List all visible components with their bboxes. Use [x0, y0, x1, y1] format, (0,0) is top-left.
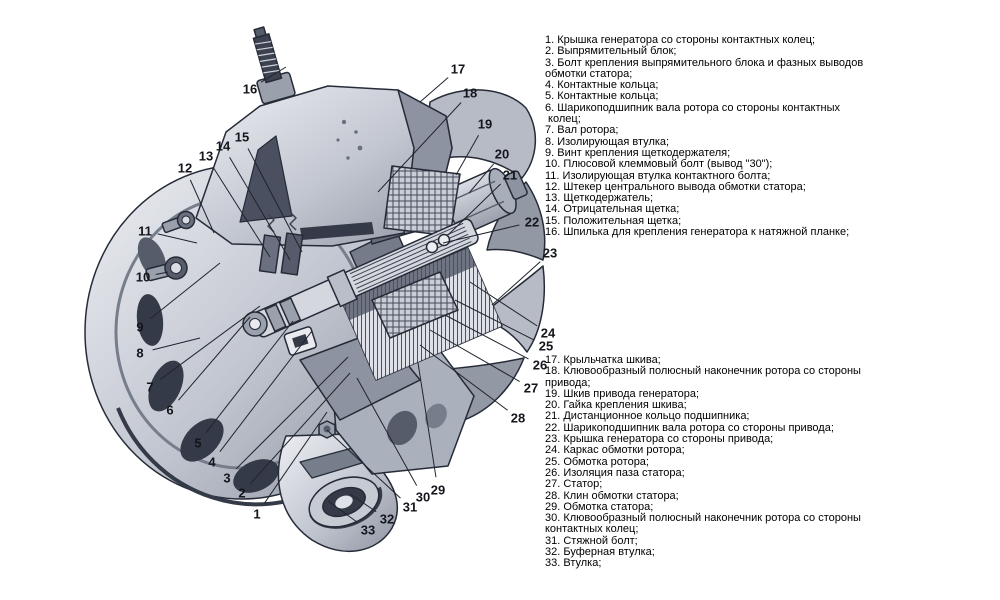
callout-number-3: 3 [223, 470, 231, 486]
legend-top-line-16: 14. Отрицательная щетка; [545, 203, 680, 216]
callout-number-32: 32 [379, 511, 395, 527]
legend-bottom-line-4: 19. Шкив привода генератора; [545, 387, 700, 400]
callout-number-8: 8 [136, 345, 144, 361]
callout-number-33: 33 [360, 522, 376, 538]
callout-number-10: 10 [135, 269, 151, 285]
callout-number-27: 27 [523, 380, 539, 396]
legend-bottom-line-11: 26. Изоляция паза статора; [545, 466, 685, 479]
legend-bottom-line-12: 27. Статор; [545, 478, 603, 491]
legend-bottom-line-10: 25. Обмотка ротора; [545, 455, 649, 468]
callout-number-16: 16 [242, 81, 258, 97]
legend-top-line-4: обмотки статора; [545, 67, 633, 80]
callout-number-20: 20 [494, 146, 510, 162]
callout-number-4: 4 [208, 454, 216, 470]
legend-bottom-line-16: контактных колец; [545, 523, 639, 536]
callout-number-28: 28 [510, 410, 526, 426]
callout-number-26: 26 [532, 357, 548, 373]
legend-bottom-line-6: 21. Дистанционное кольцо подшипника; [545, 410, 750, 423]
callout-number-6: 6 [166, 402, 174, 418]
callout-number-15: 15 [234, 129, 250, 145]
callout-number-7: 7 [146, 379, 154, 395]
legend-top-line-10: 8. Изолирующая втулка; [545, 135, 670, 148]
callout-number-5: 5 [194, 435, 202, 451]
legend-top-line-3: 3. Болт крепления выпрямительного блока и фазных выводов [545, 56, 864, 69]
legend-bottom-line-9: 24. Каркас обмотки ротора; [545, 444, 685, 457]
legend-top-line-8: колец; [545, 113, 581, 126]
legend-bottom-line-15: 30. Клювообразный полюсный наконечник ротора со стороны [545, 512, 861, 525]
callout-number-14: 14 [215, 138, 231, 154]
legend-top-line-12: 10. Плюсовой клеммовый болт (вывод "30"); [545, 158, 773, 171]
legend-bottom-line-3: привода; [545, 376, 591, 389]
legend-top-line-9: 7. Вал ротора; [545, 124, 619, 137]
legend-top-line-2: 2. Выпрямительный блок; [545, 45, 677, 58]
legend-bottom-line-19: 33. Втулка; [545, 557, 602, 570]
legend-top-line-7: 6. Шарикоподшипник вала ротора со стороны контактных [545, 101, 840, 114]
legend-bottom-line-5: 20. Гайка крепления шкива; [545, 399, 687, 412]
callout-number-21: 21 [502, 167, 518, 183]
legend-top-line-1: 1. Крышка генератора со стороны контактных колец; [545, 34, 816, 46]
callout-number-18: 18 [462, 85, 478, 101]
callout-number-12: 12 [177, 160, 193, 176]
legend-top-line-18: 16. Шпилька для крепления генератора к натяжной планке; [545, 226, 850, 239]
legend-bottom-line-8: 23. Крышка генератора со стороны привода; [545, 433, 774, 446]
legend-bottom-line-7: 22. Шарикоподшипник вала ротора со стороны привода; [545, 421, 834, 434]
callout-number-31: 31 [402, 499, 418, 515]
legend-items-17-33 [545, 355, 997, 570]
legend-bottom-line-14: 29. Обмотка статора; [545, 500, 654, 513]
legend-top-line-14: 12. Штекер центрального вывода обмотки статора; [545, 180, 806, 193]
callout-number-30: 30 [415, 489, 431, 505]
legend-top-line-13: 11. Изолирующая втулка контактного болта; [545, 169, 771, 182]
legend-top-line-5: 4. Контактные кольца; [545, 79, 659, 92]
callout-number-2: 2 [238, 485, 246, 501]
callout-number-9: 9 [136, 319, 144, 335]
legend-bottom-line-17: 31. Стяжной болт; [545, 534, 638, 547]
callout-number-11: 11 [138, 223, 152, 239]
legend-bottom-line-2: 18. Клювообразный полюсный наконечник ротора со стороны [545, 365, 861, 378]
callout-number-23: 23 [542, 245, 558, 261]
legend-bottom-line-13: 28. Клин обмотки статора; [545, 489, 679, 502]
callout-number-25: 25 [538, 338, 554, 354]
callout-number-1: 1 [253, 506, 261, 522]
legend-top-line-17: 15. Положительная щетка; [545, 214, 682, 227]
legend-top-line-15: 13. Щеткодержатель; [545, 192, 654, 205]
legend-top-line-6: 5. Контактные кольца; [545, 90, 659, 103]
legend-top-line-11: 9. Винт крепления щеткодержателя; [545, 146, 731, 159]
callout-number-22: 22 [524, 214, 540, 230]
callout-number-24: 24 [540, 325, 556, 341]
legend-bottom-line-18: 32. Буферная втулка; [545, 546, 655, 559]
legend-items-1-16 [545, 35, 997, 238]
rectifier-block [384, 166, 460, 236]
callout-number-29: 29 [430, 482, 446, 498]
callout-number-19: 19 [477, 116, 493, 132]
callout-number-13: 13 [198, 148, 214, 164]
legend-bottom-line-1: 17. Крыльчатка шкива; [545, 354, 661, 366]
callout-number-17: 17 [450, 61, 466, 77]
